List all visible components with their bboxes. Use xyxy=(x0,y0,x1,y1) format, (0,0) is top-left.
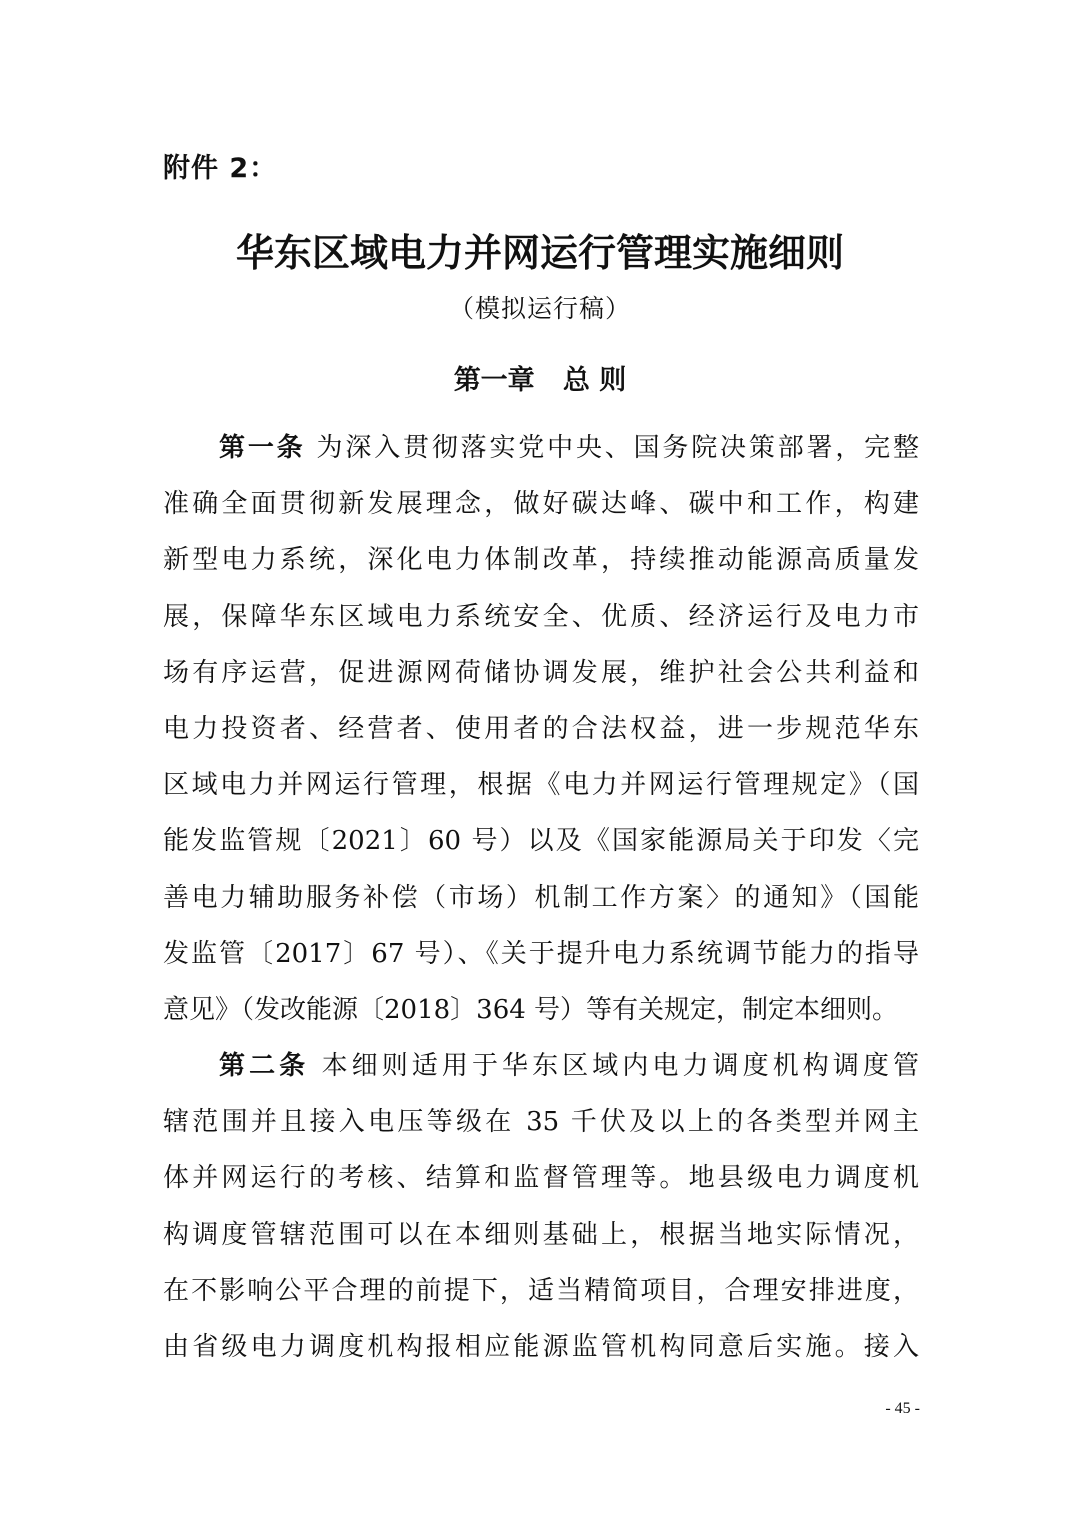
article-1-line-3: 新型电力系统，深化电力体制改革，持续推动能源高质量发 xyxy=(163,545,919,576)
article-1-label: 第一条 xyxy=(219,433,306,463)
article-1-line-7: 区域电力并网运行管理，根据《电力并网运行管理规定》（国 xyxy=(163,770,919,801)
article-2-line-1 xyxy=(163,1038,919,1094)
article-1-line-9: 善电力辅助服务补偿（市场）机制工作方案〉的通知》（国能 xyxy=(163,882,919,913)
article-2-line-3: 体并网运行的考核、结算和监督管理等。地县级电力调度机 xyxy=(163,1163,919,1194)
article-2-text-line-1: 本细则适用于华东区域内电力调度机构调度管 xyxy=(309,1051,919,1082)
document-title: 华东区域电力并网运行管理实施细则 xyxy=(235,231,844,275)
chapter-heading: 第一章 总 则 xyxy=(453,365,627,396)
article-1-line-11: 意见》（发改能源〔2018〕364 号）等有关规定，制定本细则。 xyxy=(163,994,899,1025)
document-subtitle: （模拟运行稿） xyxy=(448,294,631,323)
article-2-line-4: 构调度管辖范围可以在本细则基础上，根据当地实际情况， xyxy=(163,1219,919,1250)
article-1-line-10: 发监管〔2017〕67 号）、《关于提升电力系统调节能力的指导 xyxy=(163,938,919,969)
article-1-line-2: 准确全面贯彻新发展理念，做好碳达峰、碳中和工作，构建 xyxy=(163,489,919,520)
article-1-line-6: 电力投资者、经营者、使用者的合法权益，进一步规范华东 xyxy=(163,713,919,744)
article-1-line-1 xyxy=(163,420,919,476)
article-2-line-5: 在不影响公平合理的前提下，适当精简项目，合理安排进度， xyxy=(163,1275,919,1306)
article-2-line-6: 由省级电力调度机构报相应能源监管机构同意后实施。接入 xyxy=(163,1332,919,1362)
page-number: - 45 - xyxy=(885,1400,920,1417)
attachment-label: 附件 2： xyxy=(163,153,278,184)
article-1-line-4: 展，保障华东区域电力系统安全、优质、经济运行及电力市 xyxy=(163,601,919,632)
body-text xyxy=(163,420,919,1375)
article-1-line-5: 场有序运营，促进源网荷储协调发展，维护社会公共利益和 xyxy=(163,657,919,688)
article-2-label: 第二条 xyxy=(219,1051,310,1082)
article-1-text-line-1: 为深入贯彻落实党中央、国务院决策部署，完整 xyxy=(305,433,919,463)
article-1-line-8: 能发监管规〔2021〕60 号）以及《国家能源局关于印发〈完 xyxy=(163,826,919,857)
article-2-line-2: 辖范围并且接入电压等级在 35 千伏及以上的各类型并网主 xyxy=(163,1107,919,1138)
